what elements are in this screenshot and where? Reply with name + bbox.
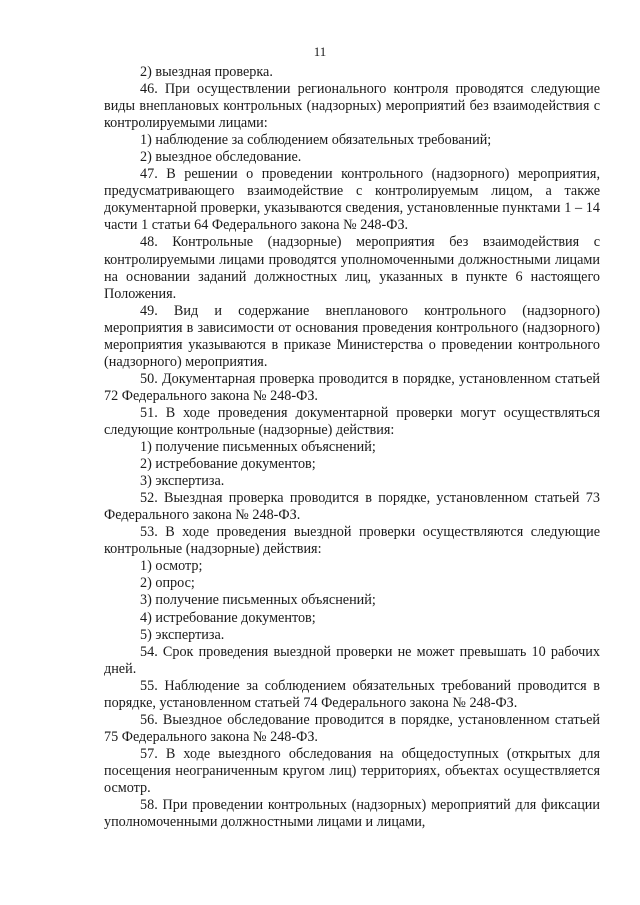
paragraph-53: 53. В ходе проведения выездной проверки осуществляются следующие контрольные (надзорные) действия: [104,524,600,558]
paragraph-52: 52. Выездная проверка проводится в порядке, установленном статьей 73 Федерального закона № 248-ФЗ. [104,490,600,524]
list-item: 1) осмотр; [140,558,203,575]
paragraph-49: 49. Вид и содержание внепланового контрольного (надзорного) мероприятия в зависимости от основания проведения контрольного (надзорного) мероприятия указываются в приказе Министерства о проведении контрольного (надзорного) мероприятия. [104,302,600,370]
paragraph-54: 54. Срок проведения выездной проверки не может превышать 10 рабочих дней. [104,643,600,677]
paragraph-51: 51. В ходе проведения документарной проверки могут осуществляться следующие контрольные (надзорные) действия: [104,404,600,438]
page-number: 11 [313,44,327,59]
paragraph-48: 48. Контрольные (надзорные) мероприятия без взаимодействия с контролируемыми лицами проводятся уполномоченными должностными лицами на основании заданий должностных лиц, указанных в пункте 6 настоящего Положения. [104,234,600,302]
list-item: 1) наблюдение за соблюдением обязательных требований; [140,132,492,149]
paragraph-46: 46. При осуществлении регионального контроля проводятся следующие виды внеплановых контрольных (надзорных) мероприятий без взаимодействия с контролируемыми лицами: [104,81,600,132]
list-item: 1) получение письменных объяснений; [140,439,376,456]
list-item: 3) получение письменных объяснений; [140,592,376,609]
paragraph-57: 57. В ходе выездного обследования на общедоступных (открытых для посещения неограниченным кругом лиц) территориях, объектах осуществляется осмотр. [104,745,600,796]
list-item: 2) опрос; [140,575,195,592]
list-item: 3) экспертиза. [140,473,225,490]
document-body [104,64,600,831]
list-item: 5) экспертиза. [140,626,225,643]
list-item: 2) выездная проверка. [140,64,273,80]
list-item: 2) истребование документов; [140,456,316,473]
paragraph-47: 47. В решении о проведении контрольного (надзорного) мероприятия, предусматривающего взаимодействие с контролируемым лицом, а также документарной проверки, указываются сведения, установленные пунктами 1 – 14 части 1 статьи 64 Федерального закона № 248-ФЗ. [104,166,600,234]
paragraph-55: 55. Наблюдение за соблюдением обязательных требований проводится в порядке, установленном статьей 74 Федерального закона № 248-ФЗ. [104,677,600,711]
paragraph-50: 50. Документарная проверка проводится в порядке, установленном статьей 72 Федерального закона № 248-ФЗ. [104,370,600,404]
list-item: 4) истребование документов; [140,609,316,626]
paragraph-56: 56. Выездное обследование проводится в порядке, установленном статьей 75 Федерального закона № 248-ФЗ. [104,711,600,745]
paragraph-58: 58. При проведении контрольных (надзорных) мероприятий для фиксации уполномоченными должностными лицами и лицами, [104,797,600,831]
list-item: 2) выездное обследование. [140,149,302,166]
